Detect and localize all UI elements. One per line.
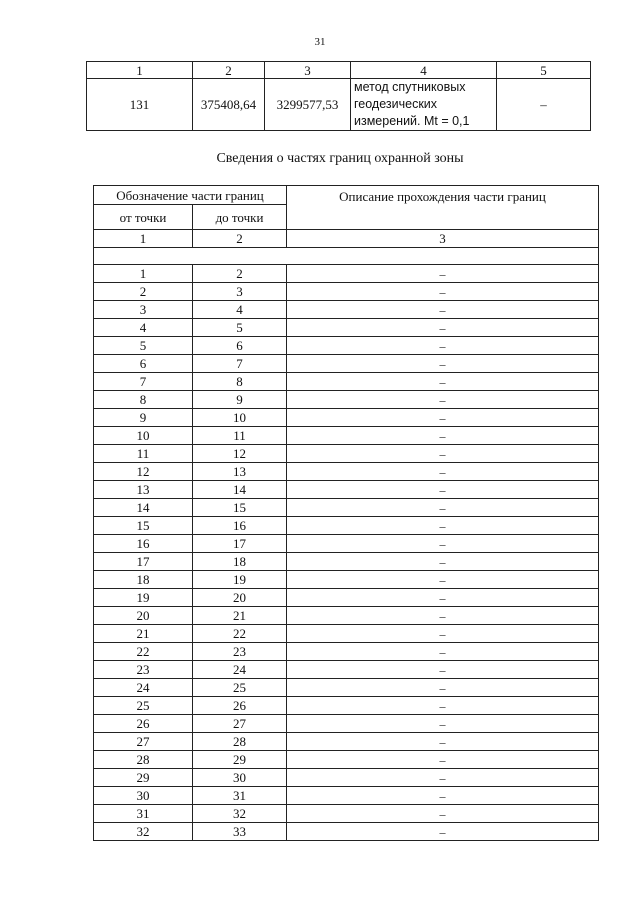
column-number-cell: 3 — [287, 230, 599, 248]
description-cell: – — [287, 499, 599, 517]
table-row — [94, 391, 599, 409]
table-row — [94, 625, 599, 643]
to-point-cell: 12 — [193, 445, 287, 463]
table-row — [94, 805, 599, 823]
from-point-cell: 22 — [94, 643, 193, 661]
description-cell: – — [287, 319, 599, 337]
table-row — [94, 265, 599, 283]
table-row — [94, 751, 599, 769]
column-number-cell: 2 — [193, 230, 287, 248]
table-row — [94, 697, 599, 715]
description-cell: – — [287, 823, 599, 841]
column-number-cell: 5 — [497, 62, 591, 79]
table-row — [94, 787, 599, 805]
from-point-cell: 5 — [94, 337, 193, 355]
table-row — [94, 571, 599, 589]
to-point-cell: 21 — [193, 607, 287, 625]
table-row — [94, 769, 599, 787]
to-point-cell: 2 — [193, 265, 287, 283]
description-cell: – — [287, 553, 599, 571]
table-row — [94, 535, 599, 553]
table-row — [94, 643, 599, 661]
from-point-cell: 27 — [94, 733, 193, 751]
header-to-point: до точки — [193, 205, 287, 230]
description-cell: – — [287, 463, 599, 481]
to-point-cell: 25 — [193, 679, 287, 697]
table-row — [94, 283, 599, 301]
to-point-cell: 13 — [193, 463, 287, 481]
from-point-cell: 16 — [94, 535, 193, 553]
from-point-cell: 9 — [94, 409, 193, 427]
to-point-cell: 22 — [193, 625, 287, 643]
to-point-cell: 14 — [193, 481, 287, 499]
from-point-cell: 7 — [94, 373, 193, 391]
table-row — [94, 337, 599, 355]
table-row — [94, 445, 599, 463]
coordinates-data-row — [87, 79, 591, 131]
description-cell: – — [287, 283, 599, 301]
from-point-cell: 19 — [94, 589, 193, 607]
table-row — [94, 553, 599, 571]
description-cell: – — [287, 661, 599, 679]
section-title: Сведения о частях границ охранной зоны — [216, 151, 464, 166]
table-row — [94, 517, 599, 535]
to-point-cell: 33 — [193, 823, 287, 841]
table-row — [94, 661, 599, 679]
from-point-cell: 1 — [94, 265, 193, 283]
from-point-cell: 15 — [94, 517, 193, 535]
table-row — [94, 823, 599, 841]
table-row — [94, 589, 599, 607]
from-point-cell: 2 — [94, 283, 193, 301]
description-cell: – — [287, 517, 599, 535]
description-cell: – — [287, 769, 599, 787]
to-point-cell: 5 — [193, 319, 287, 337]
table-row — [94, 319, 599, 337]
from-point-cell: 17 — [94, 553, 193, 571]
description-cell: – — [287, 409, 599, 427]
header-boundary-designation: Обозначение части границ — [94, 186, 287, 205]
description-cell: – — [287, 697, 599, 715]
table-row — [94, 733, 599, 751]
from-point-cell: 3 — [94, 301, 193, 319]
from-point-cell: 32 — [94, 823, 193, 841]
header-from-point: от точки — [94, 205, 193, 230]
to-point-cell: 16 — [193, 517, 287, 535]
empty-row — [94, 248, 599, 265]
description-cell: – — [287, 715, 599, 733]
from-point-cell: 6 — [94, 355, 193, 373]
header-description: Описание прохождения части границ — [287, 186, 599, 230]
from-point-cell: 4 — [94, 319, 193, 337]
from-point-cell: 18 — [94, 571, 193, 589]
description-cell: – — [287, 301, 599, 319]
description-cell: – — [287, 427, 599, 445]
column-number-cell: 2 — [193, 62, 265, 79]
description-cell: – — [287, 805, 599, 823]
column-number-cell: 1 — [94, 230, 193, 248]
description-cell: – — [287, 535, 599, 553]
note-cell: – — [497, 79, 591, 131]
description-cell: – — [287, 481, 599, 499]
coordinates-table — [86, 61, 591, 131]
description-cell: – — [287, 751, 599, 769]
to-point-cell: 15 — [193, 499, 287, 517]
to-point-cell: 26 — [193, 697, 287, 715]
from-point-cell: 21 — [94, 625, 193, 643]
description-cell: – — [287, 373, 599, 391]
to-point-cell: 27 — [193, 715, 287, 733]
to-point-cell: 20 — [193, 589, 287, 607]
boundary-parts-table — [93, 185, 599, 841]
from-point-cell: 14 — [94, 499, 193, 517]
description-cell: – — [287, 733, 599, 751]
from-point-cell: 25 — [94, 697, 193, 715]
table-row — [94, 679, 599, 697]
to-point-cell: 29 — [193, 751, 287, 769]
to-point-cell: 28 — [193, 733, 287, 751]
table-row — [94, 373, 599, 391]
to-point-cell: 19 — [193, 571, 287, 589]
y-coordinate-cell: 3299577,53 — [265, 79, 351, 131]
table-row — [94, 607, 599, 625]
description-cell: – — [287, 679, 599, 697]
to-point-cell: 23 — [193, 643, 287, 661]
table-row — [94, 409, 599, 427]
description-cell: – — [287, 337, 599, 355]
table-row — [94, 499, 599, 517]
point-number-cell: 131 — [87, 79, 193, 131]
from-point-cell: 8 — [94, 391, 193, 409]
to-point-cell: 6 — [193, 337, 287, 355]
from-point-cell: 12 — [94, 463, 193, 481]
description-cell: – — [287, 625, 599, 643]
x-coordinate-cell: 375408,64 — [193, 79, 265, 131]
from-point-cell: 23 — [94, 661, 193, 679]
table-row — [94, 355, 599, 373]
from-point-cell: 29 — [94, 769, 193, 787]
table-row — [94, 463, 599, 481]
page-number: 31 — [314, 36, 326, 48]
description-cell: – — [287, 607, 599, 625]
column-number-cell: 1 — [87, 62, 193, 79]
to-point-cell: 30 — [193, 769, 287, 787]
to-point-cell: 17 — [193, 535, 287, 553]
from-point-cell: 28 — [94, 751, 193, 769]
description-cell: – — [287, 571, 599, 589]
to-point-cell: 8 — [193, 373, 287, 391]
coordinates-header-row — [87, 62, 591, 79]
to-point-cell: 3 — [193, 283, 287, 301]
from-point-cell: 11 — [94, 445, 193, 463]
description-cell: – — [287, 265, 599, 283]
to-point-cell: 18 — [193, 553, 287, 571]
from-point-cell: 24 — [94, 679, 193, 697]
to-point-cell: 4 — [193, 301, 287, 319]
from-point-cell: 31 — [94, 805, 193, 823]
to-point-cell: 7 — [193, 355, 287, 373]
to-point-cell: 32 — [193, 805, 287, 823]
description-cell: – — [287, 445, 599, 463]
table-row — [94, 481, 599, 499]
description-cell: – — [287, 391, 599, 409]
description-cell: – — [287, 355, 599, 373]
from-point-cell: 30 — [94, 787, 193, 805]
from-point-cell: 13 — [94, 481, 193, 499]
to-point-cell: 24 — [193, 661, 287, 679]
table-row — [94, 427, 599, 445]
column-number-cell: 3 — [265, 62, 351, 79]
description-cell: – — [287, 589, 599, 607]
from-point-cell: 10 — [94, 427, 193, 445]
to-point-cell: 10 — [193, 409, 287, 427]
to-point-cell: 31 — [193, 787, 287, 805]
table-row — [94, 301, 599, 319]
description-cell: – — [287, 787, 599, 805]
column-number-cell: 4 — [351, 62, 497, 79]
to-point-cell: 9 — [193, 391, 287, 409]
table-row — [94, 715, 599, 733]
empty-cell — [94, 248, 599, 265]
description-cell: – — [287, 643, 599, 661]
from-point-cell: 20 — [94, 607, 193, 625]
to-point-cell: 11 — [193, 427, 287, 445]
method-cell: метод спутниковых геодезических измерений. Mt = 0,1 — [351, 79, 497, 131]
from-point-cell: 26 — [94, 715, 193, 733]
